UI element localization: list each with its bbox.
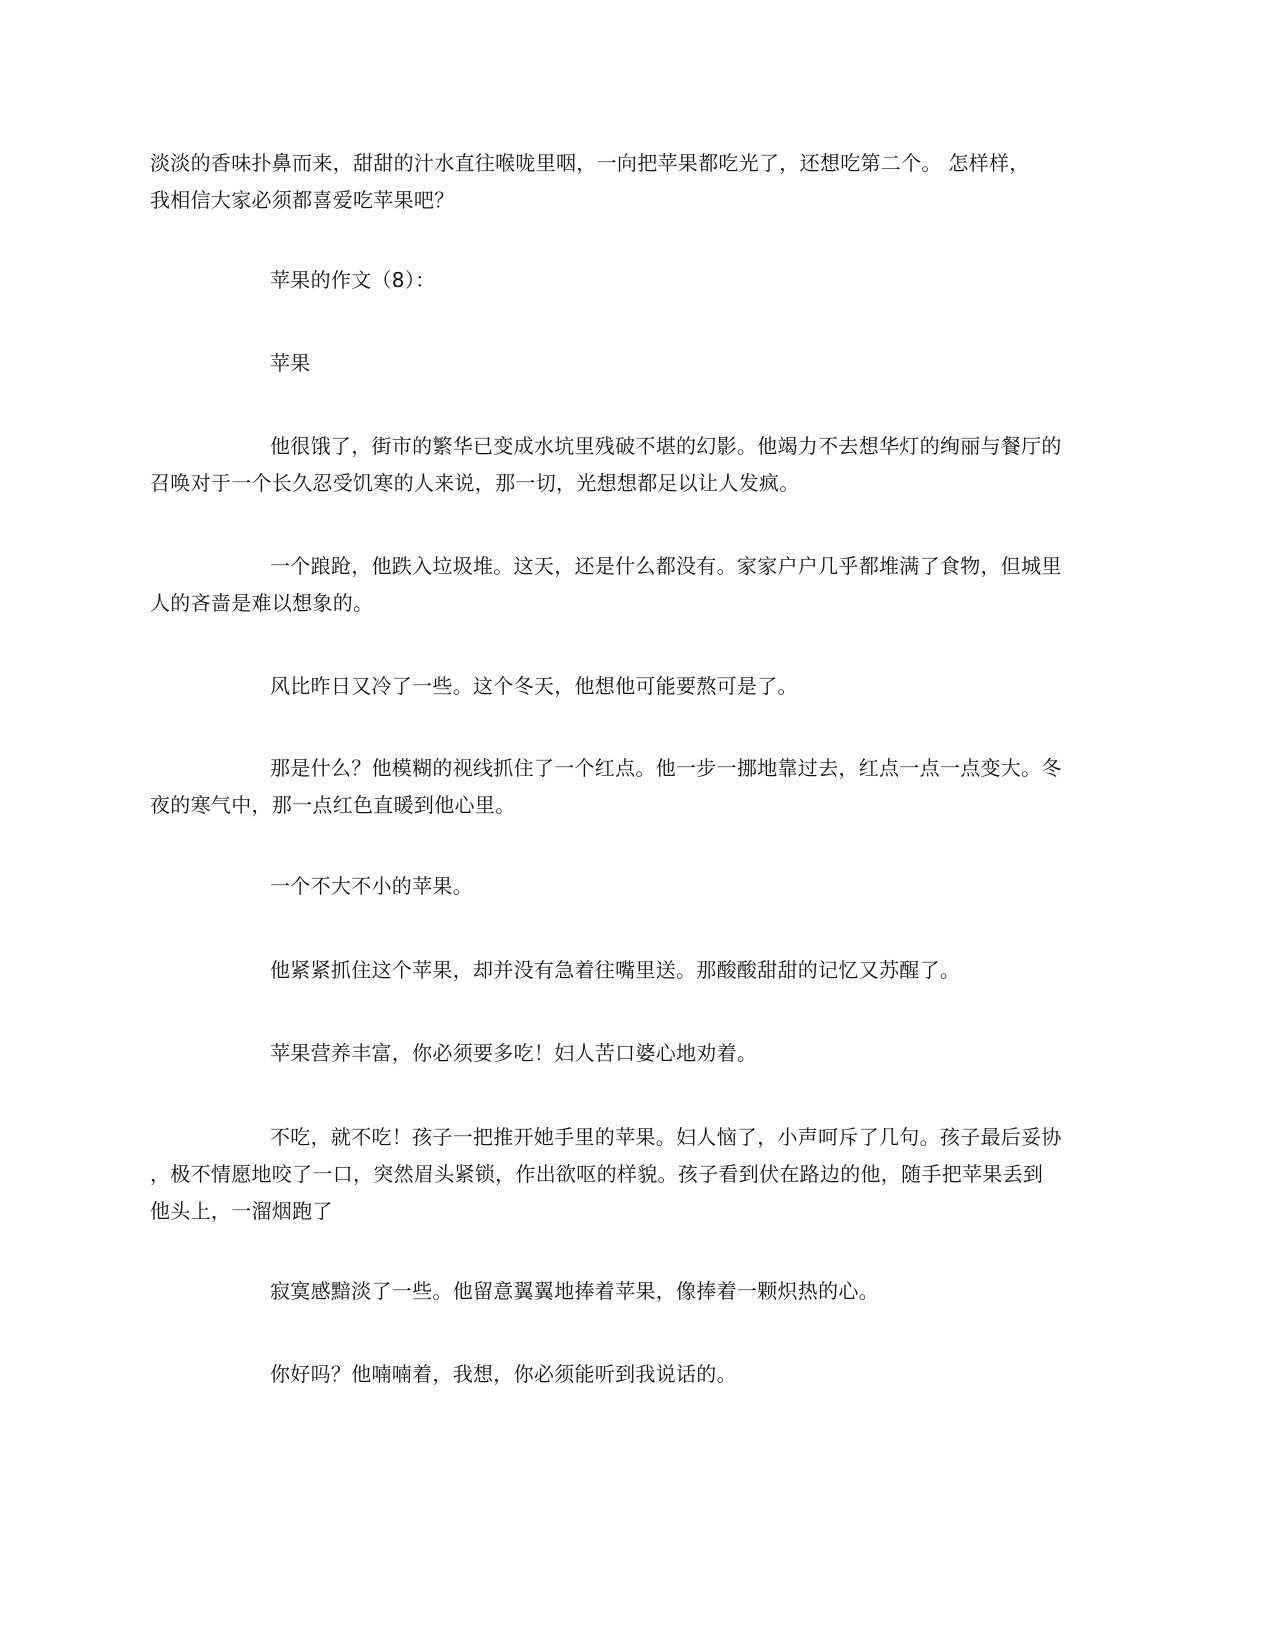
- text-line: 我相信大家必须都喜爱吃苹果吧？: [150, 188, 455, 212]
- paragraph-1: [150, 145, 1125, 219]
- text-line: 一个踉跄，他跌入垃圾堆。这天，还是什么都没有。家家户户几乎都堆满了食物，但城里: [270, 554, 1062, 578]
- paragraph-10: [150, 1273, 1125, 1310]
- paragraph-2: [150, 428, 1125, 502]
- text-line: 人的吝啬是难以想象的。: [150, 591, 374, 615]
- paragraph-4: [150, 668, 1125, 705]
- paragraph-9: [150, 1119, 1125, 1230]
- text-line: 你好吗？他喃喃着，我想，你必须能听到我说话的。: [270, 1362, 737, 1386]
- paragraph-11: [150, 1356, 1125, 1393]
- paragraph-3: [150, 548, 1125, 622]
- text-line: 召唤对于一个长久忍受饥寒的人来说，那一切，光想想都足以让人发疯。: [150, 471, 800, 495]
- text-line: 淡淡的香味扑鼻而来，甜甜的汁水直往喉咙里咽，一向把苹果都吃光了，还想吃第二个。 怎样样，: [150, 151, 1030, 175]
- essay-title: [150, 345, 1125, 382]
- paragraph-7: [150, 952, 1125, 989]
- text-line: 一个不大不小的苹果。: [270, 874, 473, 898]
- paragraph-5: [150, 750, 1125, 824]
- paragraph-8: [150, 1035, 1125, 1072]
- text-line: 苹果: [270, 351, 311, 375]
- text-line: 苹果营养丰富，你必须要多吃！妇人苦口婆心地劝着。: [270, 1041, 758, 1065]
- text-line: 夜的寒气中，那一点红色直暖到他心里。: [150, 793, 516, 817]
- text-line: 那是什么？他模糊的视线抓住了一个红点。他一步一挪地靠过去，红点一点一点变大。冬: [270, 756, 1062, 780]
- text-line: 他很饿了，街市的繁华已变成水坑里残破不堪的幻影。他竭力不去想华灯的绚丽与餐厅的: [270, 434, 1062, 458]
- text-line: 苹果的作文（8）：: [270, 268, 436, 292]
- text-line: 他头上，一溜烟跑了: [150, 1199, 333, 1223]
- text-line: 寂寞感黯淡了一些。他留意翼翼地捧着苹果，像捧着一颗炽热的心。: [270, 1279, 879, 1303]
- section-heading: [150, 262, 1125, 299]
- text-line: ，极不情愿地咬了一口，突然眉头紧锁，作出欲呕的样貌。孩子看到伏在路边的他，随手把苹果丢到: [150, 1162, 1044, 1186]
- text-line: 不吃，就不吃！孩子一把推开她手里的苹果。妇人恼了，小声呵斥了几句。孩子最后妥协: [270, 1125, 1062, 1149]
- text-line: 风比昨日又冷了一些。这个冬天，他想他可能要熬可是了。: [270, 674, 798, 698]
- text-line: 他紧紧抓住这个苹果，却并没有急着往嘴里送。那酸酸甜甜的记忆又苏醒了。: [270, 958, 961, 982]
- paragraph-6: [150, 868, 1125, 905]
